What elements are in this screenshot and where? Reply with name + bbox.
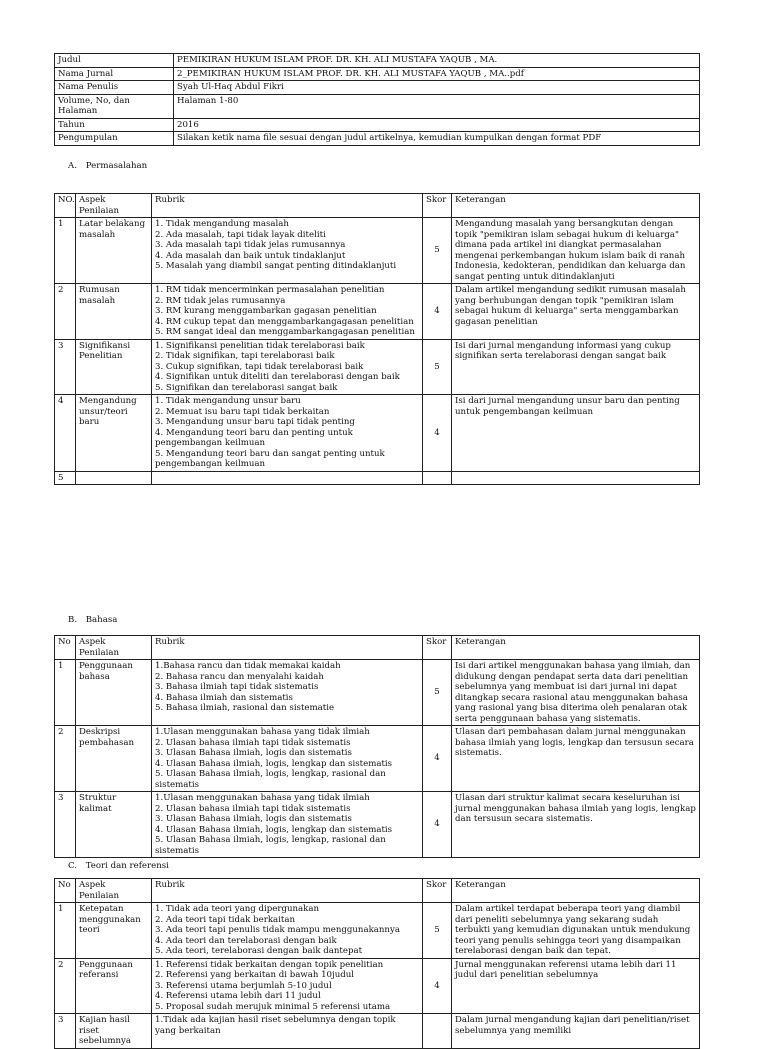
score-cell: 4 (423, 284, 452, 340)
rubric-cell (152, 218, 423, 284)
info-label: Nama Penulis (55, 81, 174, 95)
section-a-heading (68, 161, 147, 172)
info-row (55, 118, 700, 132)
info-value: Halaman 1-80 (174, 94, 700, 118)
section-number: C. (68, 861, 78, 871)
rubric-item: 5. Ada teori, terelaborasi dengan baik dantepat (155, 946, 363, 956)
rubric-item: 5. Ulasan Bahasa ilmiah, logis, lengkap, rasional dan sistematis (155, 769, 386, 790)
rubric-item: 3. Ada masalah tapi tidak jelas rumusannya (155, 240, 346, 250)
section-number: B. (68, 615, 78, 625)
info-label: Judul (55, 54, 174, 68)
rubric-item: 4. Ada masalah dan baik untuk tindaklanjut (155, 250, 346, 261)
note-header: Keterangan (452, 194, 700, 218)
score-cell (423, 1014, 452, 1049)
score-cell: 4 (423, 726, 452, 792)
score-header: Skor (423, 194, 452, 218)
note-cell: Dalam artikel mengandung sedikit rumusan masalah yang berhubungan dengan topik "pemikiran islam sebagai hukum di keluarga" serta menggambarkan gagasan penelitian (452, 284, 700, 340)
section-title: Teori dan referensi (85, 861, 169, 871)
rubric-item: 4. RM cukup tepat dan menggambarkangagasan penelitian (155, 316, 414, 327)
table-row (55, 471, 700, 485)
rubric-item: 2. Bahasa rancu dan menyalahi kaidah (155, 671, 324, 682)
table-row (55, 339, 700, 395)
rubric-cell (152, 660, 423, 726)
rubric-item: 4. Bahasa ilmiah dan sistematis (155, 692, 293, 703)
rubric-cell (152, 903, 423, 959)
rubric-item: 4. Ulasan Bahasa ilmiah, logis, lengkap dan sistematis (155, 758, 393, 769)
table-row (55, 903, 700, 959)
rubric-cell (152, 284, 423, 340)
rubric-cell (152, 471, 423, 485)
section-b-heading (68, 615, 117, 626)
info-row (55, 94, 700, 118)
permasalahan-table (54, 193, 700, 485)
rubric-cell (152, 726, 423, 792)
note-cell: Isi dari jurnal mengandung informasi yang cukup signifikan serta terelaborasi dengan sangat baik (452, 339, 700, 395)
rubric-item: 5. Bahasa ilmiah, rasional dan sistematie (155, 703, 335, 713)
score-cell: 5 (423, 218, 452, 284)
table-row (55, 395, 700, 472)
rubric-item: 4. Ada teori dan terelaborasi dengan baik (155, 935, 337, 946)
info-label: Volume, No, dan Halaman (55, 94, 174, 118)
score-cell: 4 (423, 395, 452, 472)
row-number: 1 (55, 903, 76, 959)
aspect-cell: Struktur kalimat (76, 792, 152, 858)
no-header: NO. (55, 194, 76, 218)
rubric-cell (152, 958, 423, 1014)
row-number: 2 (55, 958, 76, 1014)
header-row (55, 194, 700, 218)
section-title: Bahasa (85, 615, 118, 625)
rubric-item: 1. Tidak mengandung masalah (155, 219, 289, 229)
table-row (55, 284, 700, 340)
info-row (55, 54, 700, 68)
info-label: Tahun (55, 118, 174, 132)
table-row (55, 792, 700, 858)
rubric-cell (152, 792, 423, 858)
score-cell: 4 (423, 958, 452, 1014)
info-row (55, 81, 700, 95)
note-cell: Ulasan dari pembahasan dalam jurnal menggunakan bahasa ilmiah yang logis, lengkap dan tersusun secara sistematis. (452, 726, 700, 792)
rubric-item: 4. Ulasan Bahasa ilmiah, logis, lengkap dan sistematis (155, 824, 393, 835)
score-cell (423, 471, 452, 485)
row-number: 2 (55, 726, 76, 792)
header-row (55, 879, 700, 903)
table-row (55, 1014, 700, 1049)
rubric-item: 2. Ada masalah, tapi tidak layak diteliti (155, 229, 326, 240)
note-cell (452, 471, 700, 485)
no-header: No (55, 636, 76, 660)
no-header: No (55, 879, 76, 903)
rubric-header: Rubrik (152, 879, 423, 903)
bahasa-table (54, 635, 700, 858)
table-row (55, 660, 700, 726)
rubric-item: 1. Tidak ada teori yang dipergunakan (155, 904, 320, 914)
info-value: Syah Ul-Haq Abdul Fikri (174, 81, 700, 95)
aspect-cell: Signifikansi Penelitian (76, 339, 152, 395)
teori-referensi-table (54, 878, 700, 1049)
aspect-cell: Deskripsi pembahasan (76, 726, 152, 792)
row-number: 1 (55, 218, 76, 284)
rubric-item: 2. Memuat isu baru tapi tidak berkaitan (155, 406, 330, 417)
note-header: Keterangan (452, 879, 700, 903)
rubric-item: 2. Tidak signifikan, tapi terelaborasi baik (155, 351, 335, 361)
table-row (55, 218, 700, 284)
note-cell: Mengandung masalah yang bersangkutan dengan topik "pemikiran islam sebagai hukum di keluarga" dimana pada artikel ini diangkat permasalahan mengenai perkembangan hukum islam baik di ranah Indonesia, kedokteran, pendidikan dan keluarga dan sangat penting untuk ditindaklanjuti (452, 218, 700, 284)
info-value: 2_PEMIKIRAN HUKUM ISLAM PROF. DR. KH. ALI MUSTAFA YAQUB , MA..pdf (174, 67, 700, 81)
rubric-item: 3. Ada teori tapi penulis tidak mampu menggunakannya (155, 925, 400, 935)
score-cell: 4 (423, 792, 452, 858)
rubric-item: 3. Ulasan Bahasa ilmiah, logis dan sistematis (155, 814, 352, 824)
row-number: 1 (55, 660, 76, 726)
rubric-item: 2. Referensi yang berkaitan di bawah 10judul (155, 970, 355, 980)
info-value: Silakan ketik nama file sesuai dengan judul artikelnya, kemudian kumpulkan dengan format PDF (174, 132, 700, 146)
rubric-item: 5. Masalah yang diambil sangat penting ditindaklanjuti (155, 261, 397, 271)
info-value: 2016 (174, 118, 700, 132)
info-row (55, 67, 700, 81)
rubric-cell (152, 1014, 423, 1049)
score-cell: 5 (423, 660, 452, 726)
rubric-item: 5. Proposal sudah merujuk minimal 5 referensi utama (155, 1001, 391, 1012)
rubric-item: 1.Bahasa rancu dan tidak memakai kaidah (155, 661, 341, 671)
rubric-header: Rubrik (152, 194, 423, 218)
rubric-item: 2. Ulasan bahasa ilmiah tapi tidak sistematis (155, 737, 351, 748)
rubric-item: 2. Ulasan bahasa ilmiah tapi tidak sistematis (155, 803, 351, 814)
row-number: 3 (55, 339, 76, 395)
row-number: 3 (55, 1014, 76, 1049)
aspect-cell (76, 471, 152, 485)
score-header: Skor (423, 636, 452, 660)
aspect-cell: Penggunaan referansi (76, 958, 152, 1014)
rubric-header: Rubrik (152, 636, 423, 660)
aspect-cell: Penggunaan bahasa (76, 660, 152, 726)
rubric-item: 1.Ulasan menggunakan bahasa yang tidak ilmiah (155, 793, 370, 803)
note-cell: Jurnal menggunakan referensi utama lebih dari 11 judul dari penelitian sebelumnya (452, 958, 700, 1014)
article-info-table (54, 53, 700, 146)
rubric-cell (152, 395, 423, 472)
score-header: Skor (423, 879, 452, 903)
rubric-item: 1. Referensi tidak berkaitan dengan topik penelitian (155, 959, 384, 970)
rubric-item: 2. Ada teori tapi tidak berkaitan (155, 914, 296, 925)
note-cell: Isi dari artikel menggunakan bahasa yang ilmiah, dan didukung dengan pendapat serta data dari penelitian sebelumnya yang membuat isi dari jurnal ini dapat ditangkap secara rasional atau menggunakan bahasa yang rasional yang bisa diterima oleh penalaran otak serta penggunaan bahasa yang sistematis. (452, 660, 700, 726)
rubric-item: 5. Signifikan dan terelaborasi sangat baik (155, 382, 338, 393)
info-label: Nama Jurnal (55, 67, 174, 81)
rubric-item: 5. Ulasan Bahasa ilmiah, logis, lengkap, rasional dan sistematis (155, 835, 386, 856)
note-cell: Isi dari jurnal mengandung unsur baru dan penting untuk pengembangan keilmuan (452, 395, 700, 472)
rubric-item: 4. Referensi utama lebih dari 11 judul (155, 991, 321, 1001)
rubric-item: 5. RM sangat ideal dan menggambarkangagasan penelitian (155, 327, 415, 337)
aspect-header: Aspek Penilaian (76, 879, 152, 903)
aspect-cell: Ketepatan menggunakan teori (76, 903, 152, 959)
aspect-cell: Latar belakang masalah (76, 218, 152, 284)
rubric-item: 3. Cukup signifikan, tapi tidak terelaborasi baik (155, 361, 364, 372)
score-cell: 5 (423, 339, 452, 395)
rubric-item: 3. Ulasan Bahasa ilmiah, logis dan sistematis (155, 748, 352, 758)
rubric-item: 1.Tidak ada kajian hasil riset sebelumnya dengan topik yang berkaitan (155, 1015, 396, 1036)
aspect-cell: Rumusan masalah (76, 284, 152, 340)
note-cell: Dalam jurnal mengandung kajian dari penelitian/riset sebelumnya yang memiliki (452, 1014, 700, 1049)
table-row (55, 726, 700, 792)
aspect-header: Aspek Penilaian (76, 194, 152, 218)
rubric-item: 4. Signifikan untuk diteliti dan terelaborasi dengan baik (155, 372, 400, 382)
aspect-cell: Kajian hasil riset sebelumnya (76, 1014, 152, 1049)
row-number: 4 (55, 395, 76, 472)
section-c-heading (68, 861, 169, 872)
rubric-item: 2. RM tidak jelas rumusannya (155, 295, 286, 306)
score-cell: 5 (423, 903, 452, 959)
aspect-header: Aspek Penilaian (76, 636, 152, 660)
note-cell: Ulasan dari struktur kalimat secara keseluruhan isi jurnal menggunakan bahasa ilmiah yang logis, lengkap dan tersusun secara sistematis. (452, 792, 700, 858)
info-row (55, 132, 700, 146)
section-number: A. (68, 161, 77, 171)
rubric-item: 1. RM tidak mencerminkan permasalahan penelitian (155, 285, 385, 295)
row-number: 5 (55, 471, 76, 485)
rubric-item: 5. Mengandung teori baru dan sangat penting untuk pengembangan keilmuan (155, 448, 385, 469)
section-title: Permasalahan (85, 161, 148, 171)
rubric-item: 3. Mengandung unsur baru tapi tidak penting (155, 417, 355, 427)
note-cell: Dalam artikel terdapat beberapa teori yang diambil dari peneliti sebelumnya yang sekarang sudah terbukti yang kemudian digunakan untuk mendukung teori yang penulis sehingga teori yang disampaikan terelaborasi dengan baik dan tepat. (452, 903, 700, 959)
info-value: PEMIKIRAN HUKUM ISLAM PROF. DR. KH. ALI MUSTAFA YAQUB , MA. (174, 54, 700, 68)
rubric-item: 1. Signifikansi penelitian tidak terelaborasi baik (155, 340, 365, 351)
header-row (55, 636, 700, 660)
note-header: Keterangan (452, 636, 700, 660)
table-row (55, 958, 700, 1014)
rubric-item: 3. RM kurang menggambarkan gagasan penelitian (155, 306, 377, 316)
row-number: 2 (55, 284, 76, 340)
info-label: Pengumpulan (55, 132, 174, 146)
rubric-item: 4. Mengandung teori baru dan penting untuk pengembangan keilmuan (155, 427, 353, 448)
rubric-cell (152, 339, 423, 395)
rubric-item: 3. Bahasa ilmiah tapi tidak sistematis (155, 682, 319, 692)
row-number: 3 (55, 792, 76, 858)
rubric-item: 1.Ulasan menggunakan bahasa yang tidak ilmiah (155, 727, 370, 737)
aspect-cell: Mengandung unsur/teori baru (76, 395, 152, 472)
rubric-item: 3. Referensi utama berjumlah 5-10 judul (155, 980, 332, 991)
rubric-item: 1. Tidak mengandung unsur baru (155, 396, 301, 406)
